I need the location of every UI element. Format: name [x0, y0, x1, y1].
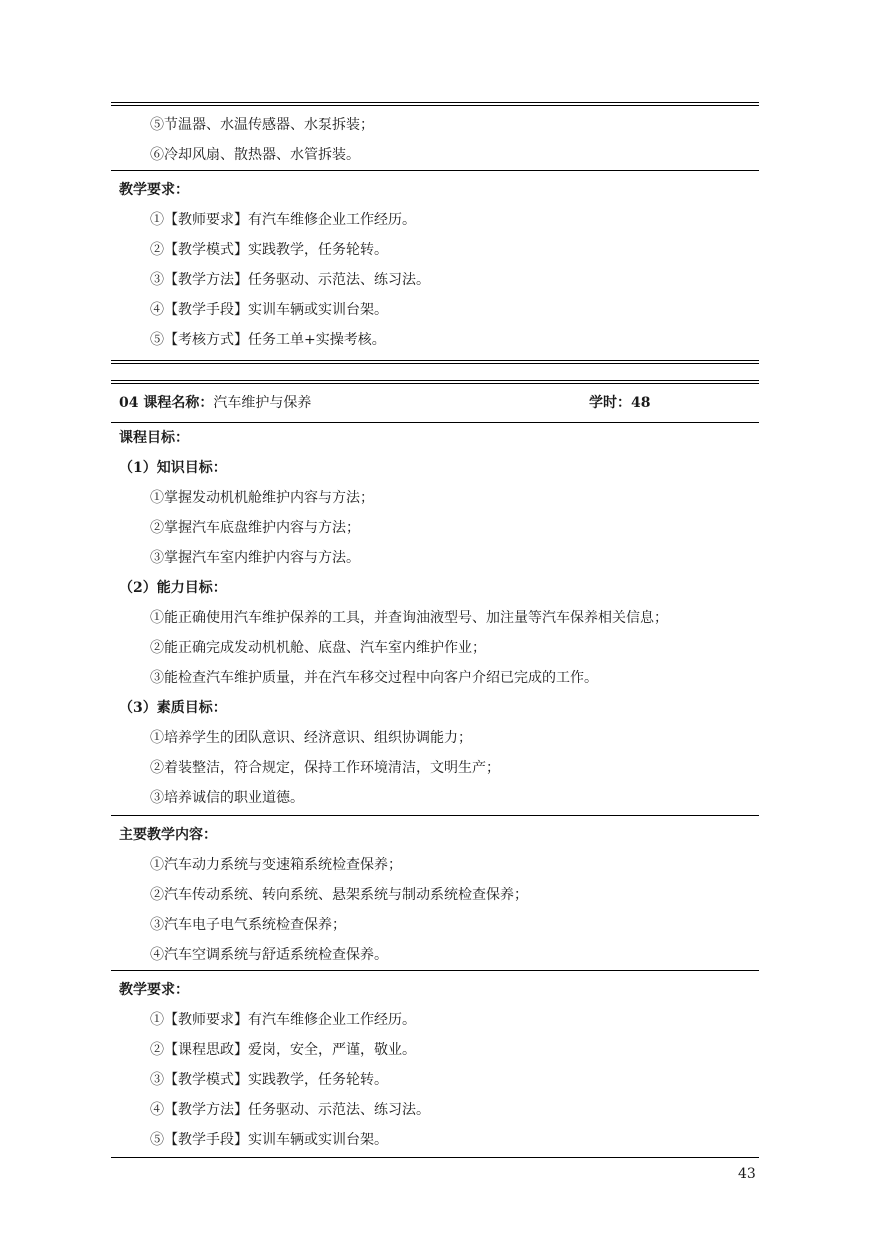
sub-heading: （1）知识目标： [119, 460, 227, 476]
list-item: ①汽车动力系统与变速箱系统检查保养； [150, 857, 402, 873]
list-item: ③【教学方法】任务驱动、示范法、练习法。 [150, 272, 430, 288]
course-hours: 学时：48 [589, 395, 651, 411]
list-item: ④【教学手段】实训车辆或实训台架。 [150, 302, 388, 318]
list-item: ①【教师要求】有汽车维修企业工作经历。 [150, 212, 416, 228]
list-item: ③培养诚信的职业道德。 [150, 790, 304, 806]
list-item: ④【教学方法】任务驱动、示范法、练习法。 [150, 1102, 430, 1118]
course-header [111, 384, 759, 422]
list-item: ①掌握发动机机舱维护内容与方法； [150, 490, 374, 506]
list-item: ②【课程思政】爱岗，安全，严谨，敬业。 [150, 1042, 416, 1058]
list-item: ①培养学生的团队意识、经济意识、组织协调能力； [150, 730, 472, 746]
spacer [111, 364, 759, 380]
section-heading: 教学要求： [119, 982, 189, 998]
section-heading: 教学要求： [119, 182, 189, 198]
list-item: ①【教师要求】有汽车维修企业工作经历。 [150, 1012, 416, 1028]
section-heading: 主要教学内容： [119, 827, 217, 843]
list-item: ③汽车电子电气系统检查保养； [150, 917, 346, 933]
sub-heading: （2）能力目标： [119, 580, 227, 596]
course-name [119, 384, 311, 422]
list-item: ②能正确完成发动机机舱、底盘、汽车室内维护作业； [150, 640, 486, 656]
list-item: ⑥冷却风扇、散热器、水管拆装。 [150, 147, 360, 163]
course-goals [111, 423, 759, 813]
list-item: ②汽车传动系统、转向系统、悬架系统与制动系统检查保养； [150, 887, 528, 903]
list-item: ②着装整洁，符合规定，保持工作环境清洁，文明生产； [150, 760, 500, 776]
page-number: 43 [738, 1166, 756, 1182]
rule-bottom [111, 1157, 759, 1158]
list-item: ④汽车空调系统与舒适系统检查保养。 [150, 947, 388, 963]
cooling-system-list [111, 106, 759, 170]
course-title: 汽车维护与保养 [213, 395, 312, 411]
list-item: ②掌握汽车底盘维护内容与方法； [150, 520, 360, 536]
teaching-requirements-prev [111, 171, 759, 355]
list-item: ②【教学模式】实践教学，任务轮转。 [150, 242, 388, 258]
list-item: ③【教学模式】实践教学，任务轮转。 [150, 1072, 388, 1088]
list-item: ⑤节温器、水温传感器、水泵拆装； [150, 117, 374, 133]
sub-heading: （3）素质目标： [119, 700, 227, 716]
list-item: ③掌握汽车室内维护内容与方法。 [150, 550, 360, 566]
teaching-requirements [111, 971, 759, 1155]
course-number-label: 04 课程名称： [119, 395, 214, 411]
list-item: ①能正确使用汽车维护保养的工具，并查询油液型号、加注量等汽车保养相关信息； [150, 610, 668, 626]
list-item: ⑤【考核方式】任务工单+实操考核。 [150, 332, 386, 348]
section-heading: 课程目标： [119, 430, 189, 446]
list-item: ⑤【教学手段】实训车辆或实训台架。 [150, 1132, 388, 1148]
main-teaching-content [111, 816, 759, 970]
course-table [111, 102, 759, 1158]
list-item: ③能检查汽车维护质量，并在汽车移交过程中向客户介绍已完成的工作。 [150, 670, 598, 686]
